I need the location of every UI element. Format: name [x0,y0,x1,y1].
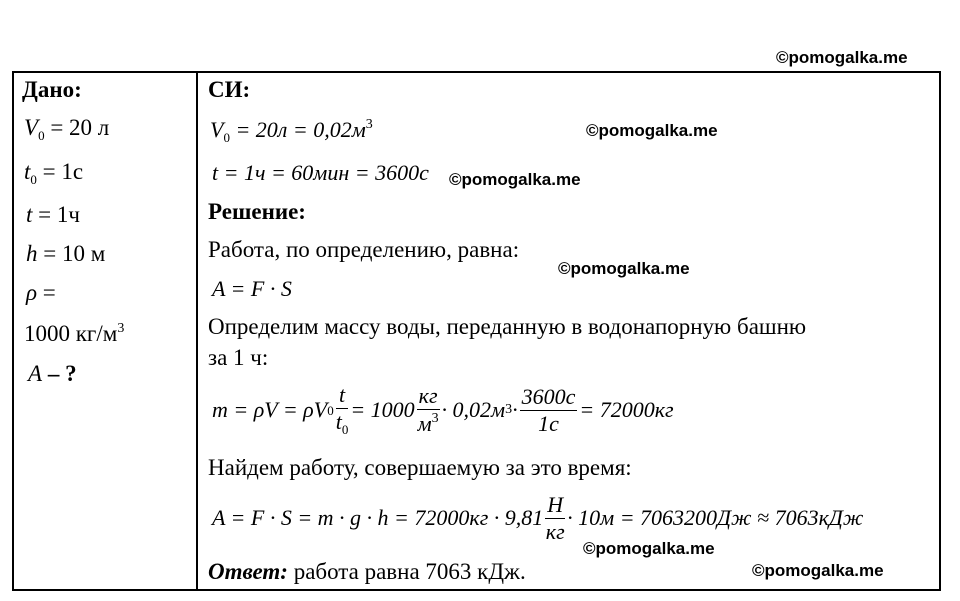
formula-work: A = F · S = m · g · h = 72000кг · 9,81 $\frac{Н}{кг}$ · 10м = 7063200Дж ≈ 7063кДж [212,491,864,544]
solution-text-2b: за 1 ч: [208,345,269,370]
watermark-mid: ©pomogalka.me [558,259,690,278]
formula-mass: m = ρV = ρV 0 $\frac{t}{t_0}$ = 1000 $\frac{кг}{м^3}$ · 0,02м 3 · $\frac{3600с}{1с}$ = 72000кг [212,382,674,437]
fraction-gravity-unit: $\frac{Н}{кг}$ [545,491,565,544]
solution-text-3: Найдем работу, совершаемую за это время: [208,455,632,480]
solution-header: Решение: [208,199,306,224]
given-t: t = 1ч [26,202,80,227]
column-divider [196,71,198,591]
solution-text-1: Работа, по определению, равна: [208,237,520,262]
given-rho: ρ = [26,280,56,305]
fraction-density-unit: $\frac{кг}{м^3}$ [417,383,439,436]
given-find: A – ? [28,361,77,386]
formula-work-definition: A = F · S [212,276,292,301]
fraction-seconds: $\frac{3600с}{1с}$ [521,383,576,436]
fraction-time-ratio: $\frac{t}{t_0}$ [335,382,349,437]
given-h: h = 10 м [26,241,106,266]
given-t0: $t_0 = 1с$ [24,159,84,187]
given-v0: $V_0 = 20$ л [24,115,110,143]
watermark-top: ©pomogalka.me [776,48,908,67]
si-volume: $V_0 = 20л = 0,02м^3$ [210,117,373,145]
answer: Ответ: работа равна 7063 кДж. [208,559,526,584]
watermark-corner: ©pomogalka.me [752,561,884,580]
watermark-bottom: ©pomogalka.me [583,539,715,558]
watermark-si: ©pomogalka.me [586,121,718,140]
given-header: Дано: [22,77,82,102]
si-header: СИ: [208,77,251,102]
solution-text-2a: Определим массу воды, переданную в водонапорную башню [208,314,807,339]
si-time: t = 1ч = 60мин = 3600с [212,160,429,185]
watermark-si2: ©pomogalka.me [449,170,581,189]
given-rho-value: 1000 $кг/м^3$ [24,321,125,346]
